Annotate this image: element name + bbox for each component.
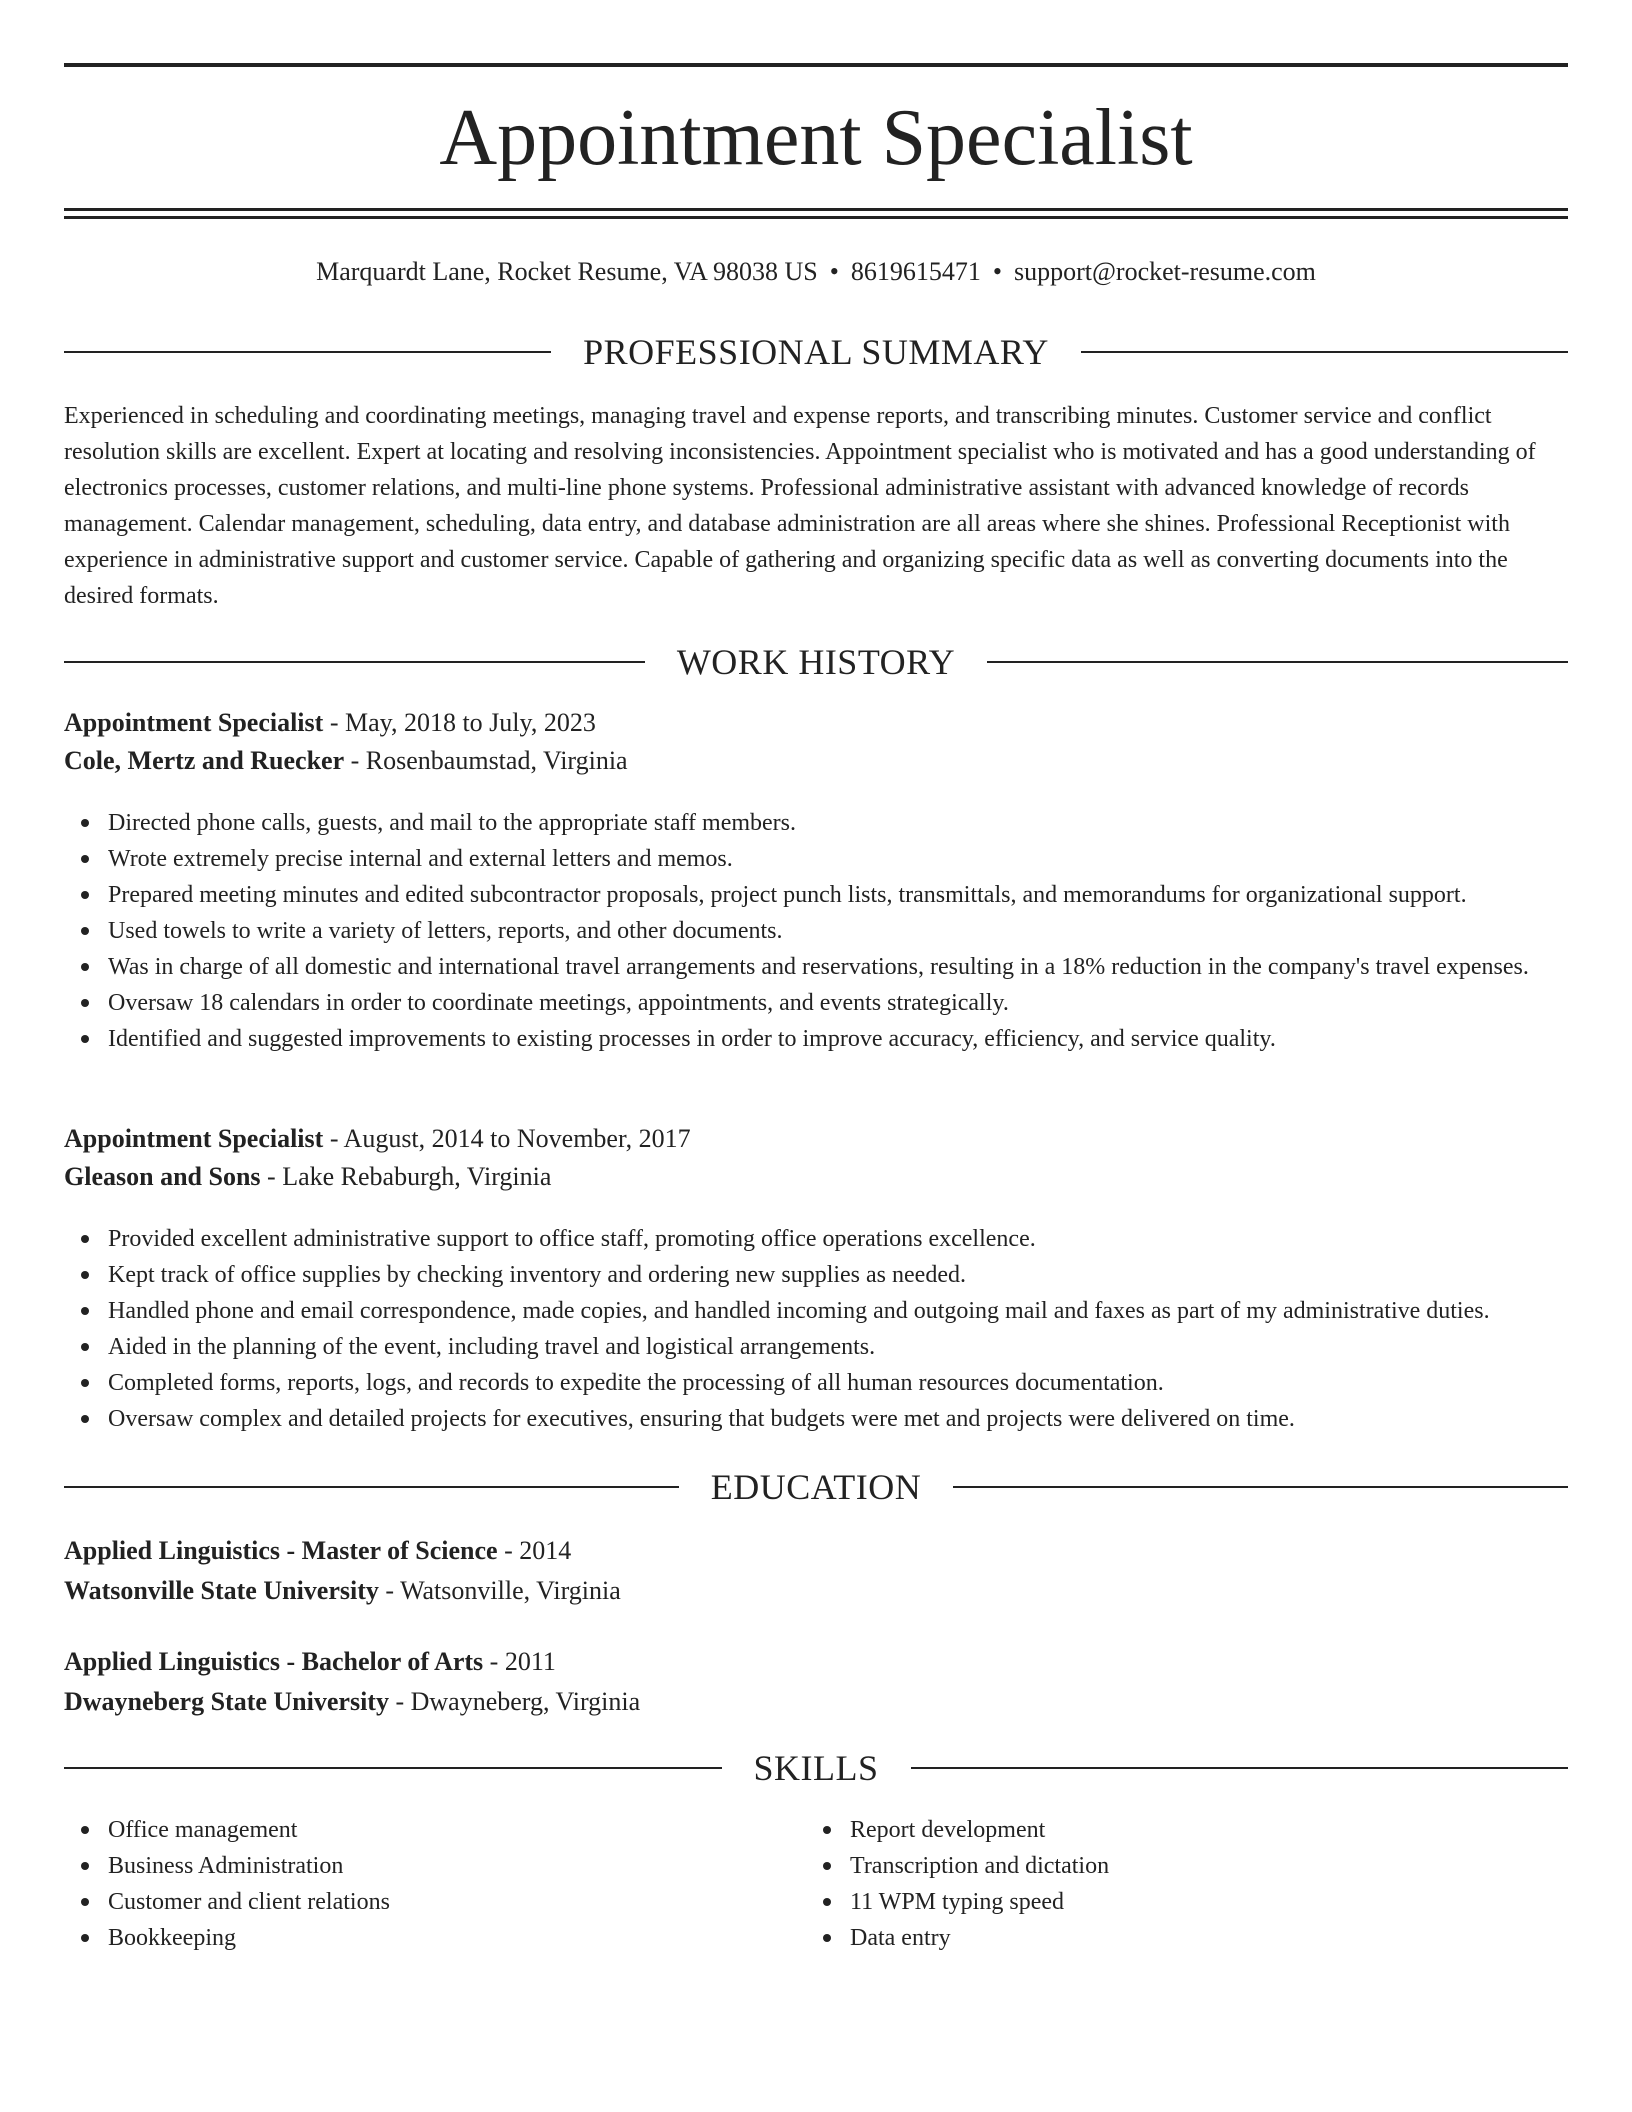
header-double-rule-upper — [64, 208, 1568, 211]
heading-rule-left — [64, 1486, 679, 1488]
degree-year: - 2011 — [483, 1647, 556, 1676]
section-title: PROFESSIONAL SUMMARY — [583, 332, 1049, 372]
skill-item: Transcription and dictation — [806, 1848, 1632, 1884]
heading-rule-right — [987, 661, 1568, 663]
contact-phone: 8619615471 — [850, 257, 981, 286]
list-item: Used towels to write a variety of letters, reports, and other documents. — [64, 913, 1568, 949]
job-company: Gleason and Sons — [64, 1162, 261, 1191]
section-heading-work-history — [64, 640, 1568, 684]
job-company: Cole, Mertz and Ruecker — [64, 746, 345, 775]
school-location: - Watsonville, Virginia — [378, 1576, 621, 1605]
skill-item: Customer and client relations — [64, 1884, 1568, 1920]
skill-item: 11 WPM typing speed — [806, 1884, 1632, 1920]
school-line — [64, 1683, 1568, 1721]
job-location: - Rosenbaumstad, Virginia — [344, 746, 628, 775]
header-double-rule-lower — [64, 216, 1568, 219]
job-bullet-list — [64, 805, 1568, 1057]
heading-rule-left — [64, 1767, 722, 1769]
list-item: Was in charge of all domestic and international travel arrangements and reservations, resulting in a 18% reduction in the company's travel expenses. — [64, 949, 1568, 985]
degree-line — [64, 1532, 1568, 1570]
job-title: Appointment Specialist — [64, 708, 324, 737]
professional-summary-text: Experienced in scheduling and coordinating meetings, managing travel and expense reports, and transcribing minutes. Customer service and conflict resolution skills are excellent. Expert at locating and resolving inconsistencies. Appointment specialist who is motivated and has a good understanding of electronics processes, customer relations, and multi-line phone systems. Professional administrative assistant with advanced knowledge of records management. Calendar management, scheduling, data entry, and database administration are all areas where she shines. Professional Receptionist with experience in administrative support and customer service. Capable of gathering and organizing specific data as well as converting documents into the desired formats. — [64, 403, 1536, 609]
degree-title: Applied Linguistics - Master of Science — [64, 1536, 498, 1565]
job-location: - Lake Rebaburgh, Virginia — [260, 1162, 552, 1191]
section-heading-education — [64, 1465, 1568, 1509]
list-item: Provided excellent administrative support to office staff, promoting office operations excellence. — [64, 1221, 1568, 1257]
job-company-line — [64, 742, 1568, 780]
header-top-rule — [64, 63, 1568, 67]
list-item: Wrote extremely precise internal and external letters and memos. — [64, 841, 1568, 877]
skill-item: Business Administration — [64, 1848, 1568, 1884]
skill-item: Bookkeeping — [64, 1920, 1568, 1956]
section-title: WORK HISTORY — [676, 642, 956, 682]
skills-list-right — [806, 1812, 1632, 1956]
degree-line — [64, 1643, 1568, 1681]
job-company-line — [64, 1158, 1568, 1196]
contact-address: Marquardt Lane, Rocket Resume, VA 98038 US — [316, 257, 818, 286]
heading-rule-right — [1081, 351, 1568, 353]
skill-item: Data entry — [806, 1920, 1632, 1956]
job-title-line — [64, 704, 1568, 742]
list-item: Aided in the planning of the event, including travel and logistical arrangements. — [64, 1329, 1568, 1365]
school-name: Watsonville State University — [64, 1576, 379, 1605]
job-title: Appointment Specialist — [64, 1124, 324, 1153]
list-item: Oversaw complex and detailed projects for executives, ensuring that budgets were met and projects were delivered on time. — [64, 1401, 1568, 1437]
list-item: Handled phone and email correspondence, made copies, and handled incoming and outgoing mail and faxes as part of my administrative duties. — [64, 1293, 1568, 1329]
job-dates: - August, 2014 to November, 2017 — [323, 1124, 691, 1153]
list-item: Identified and suggested improvements to existing processes in order to improve accuracy, efficiency, and service quality. — [64, 1021, 1568, 1057]
section-heading-summary — [64, 330, 1568, 374]
heading-rule-left — [64, 351, 551, 353]
list-item: Kept track of office supplies by checking inventory and ordering new supplies as needed. — [64, 1257, 1568, 1293]
heading-rule-right — [911, 1767, 1569, 1769]
degree-title: Applied Linguistics - Bachelor of Arts — [64, 1647, 484, 1676]
contact-line — [64, 254, 1568, 290]
list-item: Directed phone calls, guests, and mail to the appropriate staff members. — [64, 805, 1568, 841]
list-item: Completed forms, reports, logs, and records to expedite the processing of all human resources documentation. — [64, 1365, 1568, 1401]
section-heading-skills — [64, 1746, 1568, 1790]
contact-separator: • — [829, 257, 839, 286]
degree-year: - 2014 — [497, 1536, 572, 1565]
skill-item: Office management — [64, 1812, 1568, 1848]
section-title: EDUCATION — [710, 1467, 922, 1507]
job-dates: - May, 2018 to July, 2023 — [323, 708, 596, 737]
school-line — [64, 1572, 1568, 1610]
candidate-title: Appointment Specialist — [439, 94, 1193, 182]
school-location: - Dwayneberg, Virginia — [388, 1687, 641, 1716]
job-bullet-list — [64, 1221, 1568, 1437]
list-item: Prepared meeting minutes and edited subcontractor proposals, project punch lists, transmittals, and memorandums for organizational support. — [64, 877, 1568, 913]
job-title-line — [64, 1120, 1568, 1158]
contact-separator: • — [992, 257, 1002, 286]
school-name: Dwayneberg State University — [64, 1687, 389, 1716]
heading-rule-right — [953, 1486, 1568, 1488]
contact-email: support@rocket-resume.com — [1013, 257, 1316, 286]
skill-item: Report development — [806, 1812, 1632, 1848]
heading-rule-left — [64, 661, 645, 663]
section-title: SKILLS — [753, 1748, 879, 1788]
list-item: Oversaw 18 calendars in order to coordinate meetings, appointments, and events strategically. — [64, 985, 1568, 1021]
